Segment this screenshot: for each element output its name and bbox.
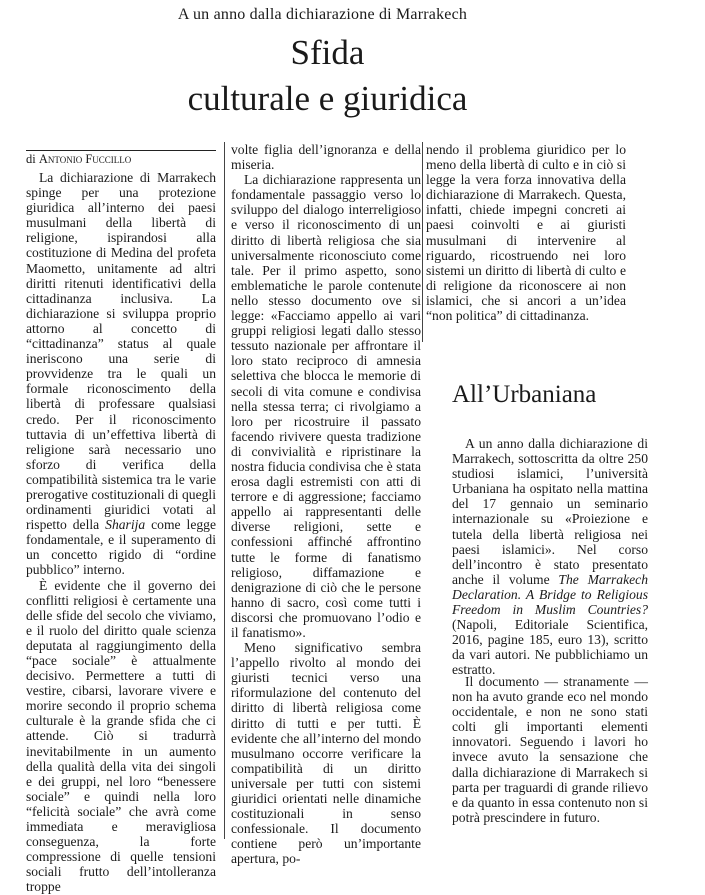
headline-line-1: Sfida: [290, 33, 365, 72]
sharija-term: Sharija: [105, 517, 146, 533]
article-column-2: [231, 142, 421, 867]
sidebar-title: All’Urbaniana: [452, 381, 597, 408]
sidebar-excerpt: [452, 674, 648, 825]
headline-line-2: culturale e giuridica: [187, 79, 468, 118]
paragraph: [26, 170, 216, 578]
headline: [0, 30, 655, 122]
paragraph: [452, 436, 648, 678]
paragraph: volte figlia dell’ignoranza e della miseria.: [231, 142, 421, 173]
paragraph: È evidente che il governo dei conflitti religiosi è certamente una delle sfide del secolo che viviamo, e il ruolo del diritto quale scienza deputata al raggiungimento della “pace sociale” è attualmente decisivo. Permettere a tutti di vestire, cibarsi, lavorare vivere e morire secondo il proprio schema culturale è la grande sfida che ci attende. Ciò si tradurrà inevitabilmente in un aumento della qualità della vita dei singoli e dei gruppi, nel loro “benessere sociale” e quindi nella loro “felicità sociale” che avrà come immediata e meravigliosa conseguenza, la forte compressione di quelle tensioni sociali frutto dell’intolleranza troppe: [26, 577, 216, 895]
book-title: The Marrakech Declaration. A Bridge to Religious Freedom in Muslim Countries?: [452, 571, 649, 618]
column-rule: [422, 142, 423, 342]
paragraph: nendo il problema giuridico per lo meno della libertà di culto e in ciò si legge la vera forza innovativa della dichiarazione di Marrakech. Questa, infatti, chiede impegni concreti ai paesi coinvolti e ai giuristi musulmani di intervenire al riguardo, ricostruendo nei loro sistemi un diritto di libertà di culto e di religione da riconoscere ai non islamici, che si ancori a un’idea “non politica” di cittadinanza.: [426, 142, 626, 324]
sidebar-intro: [452, 436, 648, 678]
paragraph-text: La dichiarazione di Marrakech spinge per una protezione giuridica all’interno dei paesi musulmani della libertà di religione, ispirandosi alla costituzione di Medina del profeta Maometto, unitamente ad altri diritti ritenuti identificativi della cittadinanza inclusiva. La dichiarazione si sviluppa proprio attorno al concetto di “cittadinanza” status al quale ineriscono una serie di provvidenze tra le quali un formale riconoscimento della libertà di professare qualsiasi credo. Per il riconoscimento tuttavia di un’effettiva libertà di religione sarà necessario uno sforzo di verifica della compatibilità sistemica tra le varie prerogative costituzionali di quegli ordinamenti giuridici votati al rispetto della: [26, 170, 216, 533]
paragraph: Il documento — stranamente — non ha avuto grande eco nel mondo occidentale, e non ne sono stati colti gli importanti elementi innovatori. Seguendo i lavori ho invece avuto la sensazione che dalla dichiarazione di Marrakech si parta per traguardi di grande rilievo e da quanto in essa contenuto non si potrà prescindere in futuro.: [452, 674, 648, 825]
byline-prefix: di: [26, 152, 39, 166]
byline: [26, 150, 216, 167]
byline-author: Antonio Fuccillo: [38, 152, 132, 166]
kicker: A un anno dalla dichiarazione di Marrakech: [177, 6, 468, 23]
article-column-3: [426, 142, 626, 323]
paragraph: Meno significativo sembra l’appello rivolto al mondo dei giuristi tecnici verso una riformulazione del contenuto del diritto di libertà religiosa come diritto di tutti e per tutti. È evidente che all’interno del mondo musulmano occorre verificare la compatibilità di un diritto universale per tutti con sistemi giuridici orientati nelle dinamiche costituzionali in senso confessionale. Il documento contiene però un’importante apertura, po-: [231, 640, 421, 867]
paragraph-text: come legge fondamentale, e il superamento di un concetto rigido di “ordine pubblico” interno.: [26, 517, 216, 578]
paragraph: La dichiarazione rappresenta un fondamentale passaggio verso lo sviluppo del dialogo interreligioso e verso il riconoscimento di un diritto di libertà religiosa che sia universalmente riconosciuto come tale. Per il primo aspetto, sono emblematiche le parole contenute nello stesso documento ove si legge: «Facciamo appello ai vari gruppi religiosi legati dallo stesso tessuto nazionale per affrontare il loro stato reciproco di amnesia selettiva che blocca le memorie di secoli di vita comune e condivisa nella stessa terra; ci rivolgiamo a loro per ricostruire il passato facendo rivivere questa tradizione di convivialità e ripristinare la nostra fiducia condivisa che è stata erosa dagli estremisti con atti di terrore e di aggressione; facciamo appello ai rappresentanti delle diverse religioni, sette e confessioni affinché affrontino tutte le forme di fanatismo religioso, diffamazione e denigrazione di ciò che le persone hanno di sacro, così come tutti i discorsi che promuovano l’odio e il fanatismo».: [231, 172, 421, 640]
paragraph-text: (Napoli, Editoriale Scientifica, 2016, pagine 185, euro 13), scritto da vari autori. Ne pubblichiamo un estratto.: [452, 617, 648, 678]
article-column-1: [26, 170, 216, 895]
column-rule: [224, 142, 225, 839]
paragraph-text: A un anno dalla dichiarazione di Marrakech, sottoscritta da oltre 250 studiosi islamici, l’università Urbaniana ha ospitato nella mattina del 17 gennaio un seminario internazionale su «Proiezione e tutela della libertà religiosa nei paesi islamici». Nel corso dell’incontro è stato presentato anche il volume: [452, 436, 648, 587]
